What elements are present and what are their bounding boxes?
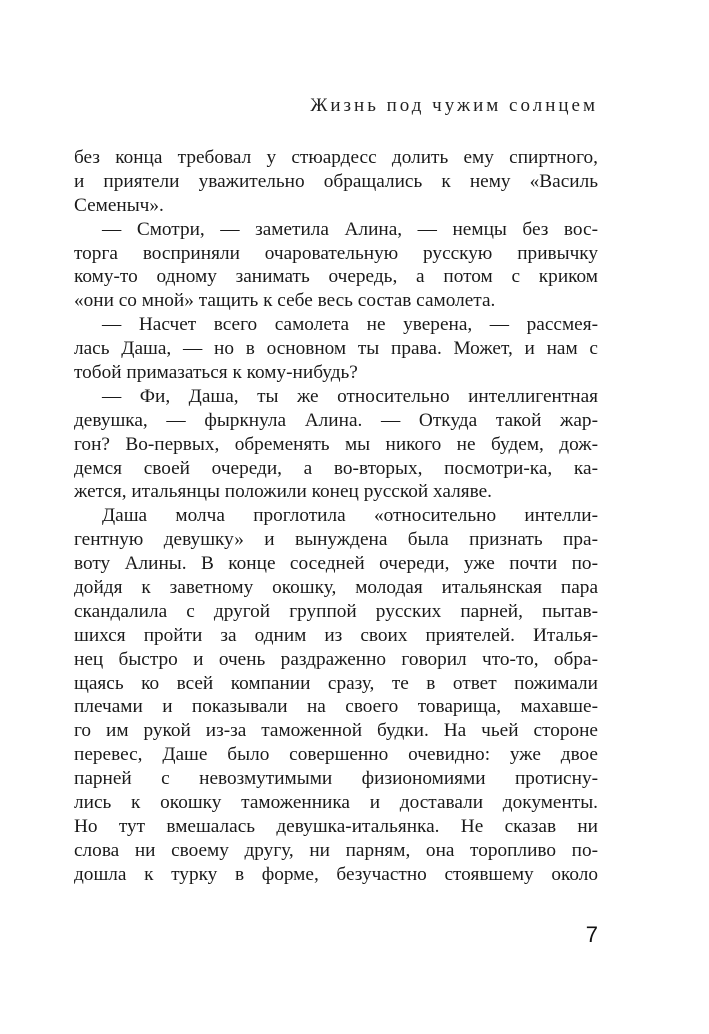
body-text — [74, 146, 598, 887]
text-line: шихся пройти за одним из своих приятелей. Италья- — [74, 624, 598, 646]
text-line: тобой примазаться к кому-нибудь? — [74, 362, 358, 384]
text-line: «они со мной» тащить к себе весь состав самолета. — [74, 290, 496, 312]
text-line: гон? Во-первых, обременять мы никого не будем, дож- — [74, 433, 598, 455]
text-line: нец быстро и очень раздраженно говорил что-то, обра- — [74, 648, 598, 670]
text-line: — Фи, Даша, ты же относительно интеллигентная — [102, 385, 598, 407]
text-line: щаясь ко всей компании сразу, те в ответ пожимали — [74, 672, 598, 694]
text-line: воту Алины. В конце соседней очереди, уже почти по- — [74, 553, 598, 575]
text-line: лись к окошку таможенника и доставали документы. — [74, 792, 598, 814]
text-line: торга восприняли очаровательную русскую привычку — [74, 242, 598, 264]
running-title: Жизнь под чужим солнцем — [310, 95, 598, 116]
text-line: — Насчет всего самолета не уверена, — рассмея- — [102, 314, 598, 336]
text-line: го им рукой из-за таможенной будки. На чьей стороне — [74, 720, 598, 742]
text-line: и приятели уважительно обращались к нему «Василь — [74, 170, 598, 192]
text-line: плечами и показывали на своего товарища, махавше- — [74, 696, 598, 718]
text-line: лась Даша, — но в основном ты права. Может, и нам с — [74, 338, 598, 360]
text-line: кому-то одному занимать очередь, а потом с криком — [74, 266, 598, 288]
text-line: Но тут вмешалась девушка-итальянка. Не сказав ни — [74, 815, 598, 837]
text-line: Даша молча проглотила «относительно интелли- — [102, 505, 598, 527]
text-line: демся своей очереди, а во-вторых, посмотри-ка, ка- — [74, 457, 598, 479]
text-line: гентную девушку» и вынуждена была признать пра- — [74, 529, 598, 551]
text-line: — Смотри, — заметила Алина, — немцы без вос- — [102, 218, 598, 240]
text-line: перевес, Даше было совершенно очевидно: уже двое — [74, 744, 598, 766]
text-line: Семеныч». — [74, 194, 164, 216]
text-line: слова ни своему другу, ни парням, она торопливо по- — [74, 839, 598, 861]
text-line: парней с невозмутимыми физиономиями протисну- — [74, 768, 598, 790]
text-line: без конца требовал у стюардесс долить ему спиртного, — [74, 147, 598, 168]
text-line: дошла к турку в форме, безучастно стоявшему около — [74, 863, 598, 885]
text-line: скандалила с другой группой русских парней, пытав- — [74, 600, 598, 622]
text-line: жется, итальянцы положили конец русской халяве. — [74, 481, 492, 503]
page-number: 7 — [585, 922, 598, 947]
text-line: девушка, — фыркнула Алина. — Откуда такой жар- — [74, 409, 598, 431]
text-line: дойдя к заветному окошку, молодая итальянская пара — [74, 577, 598, 599]
